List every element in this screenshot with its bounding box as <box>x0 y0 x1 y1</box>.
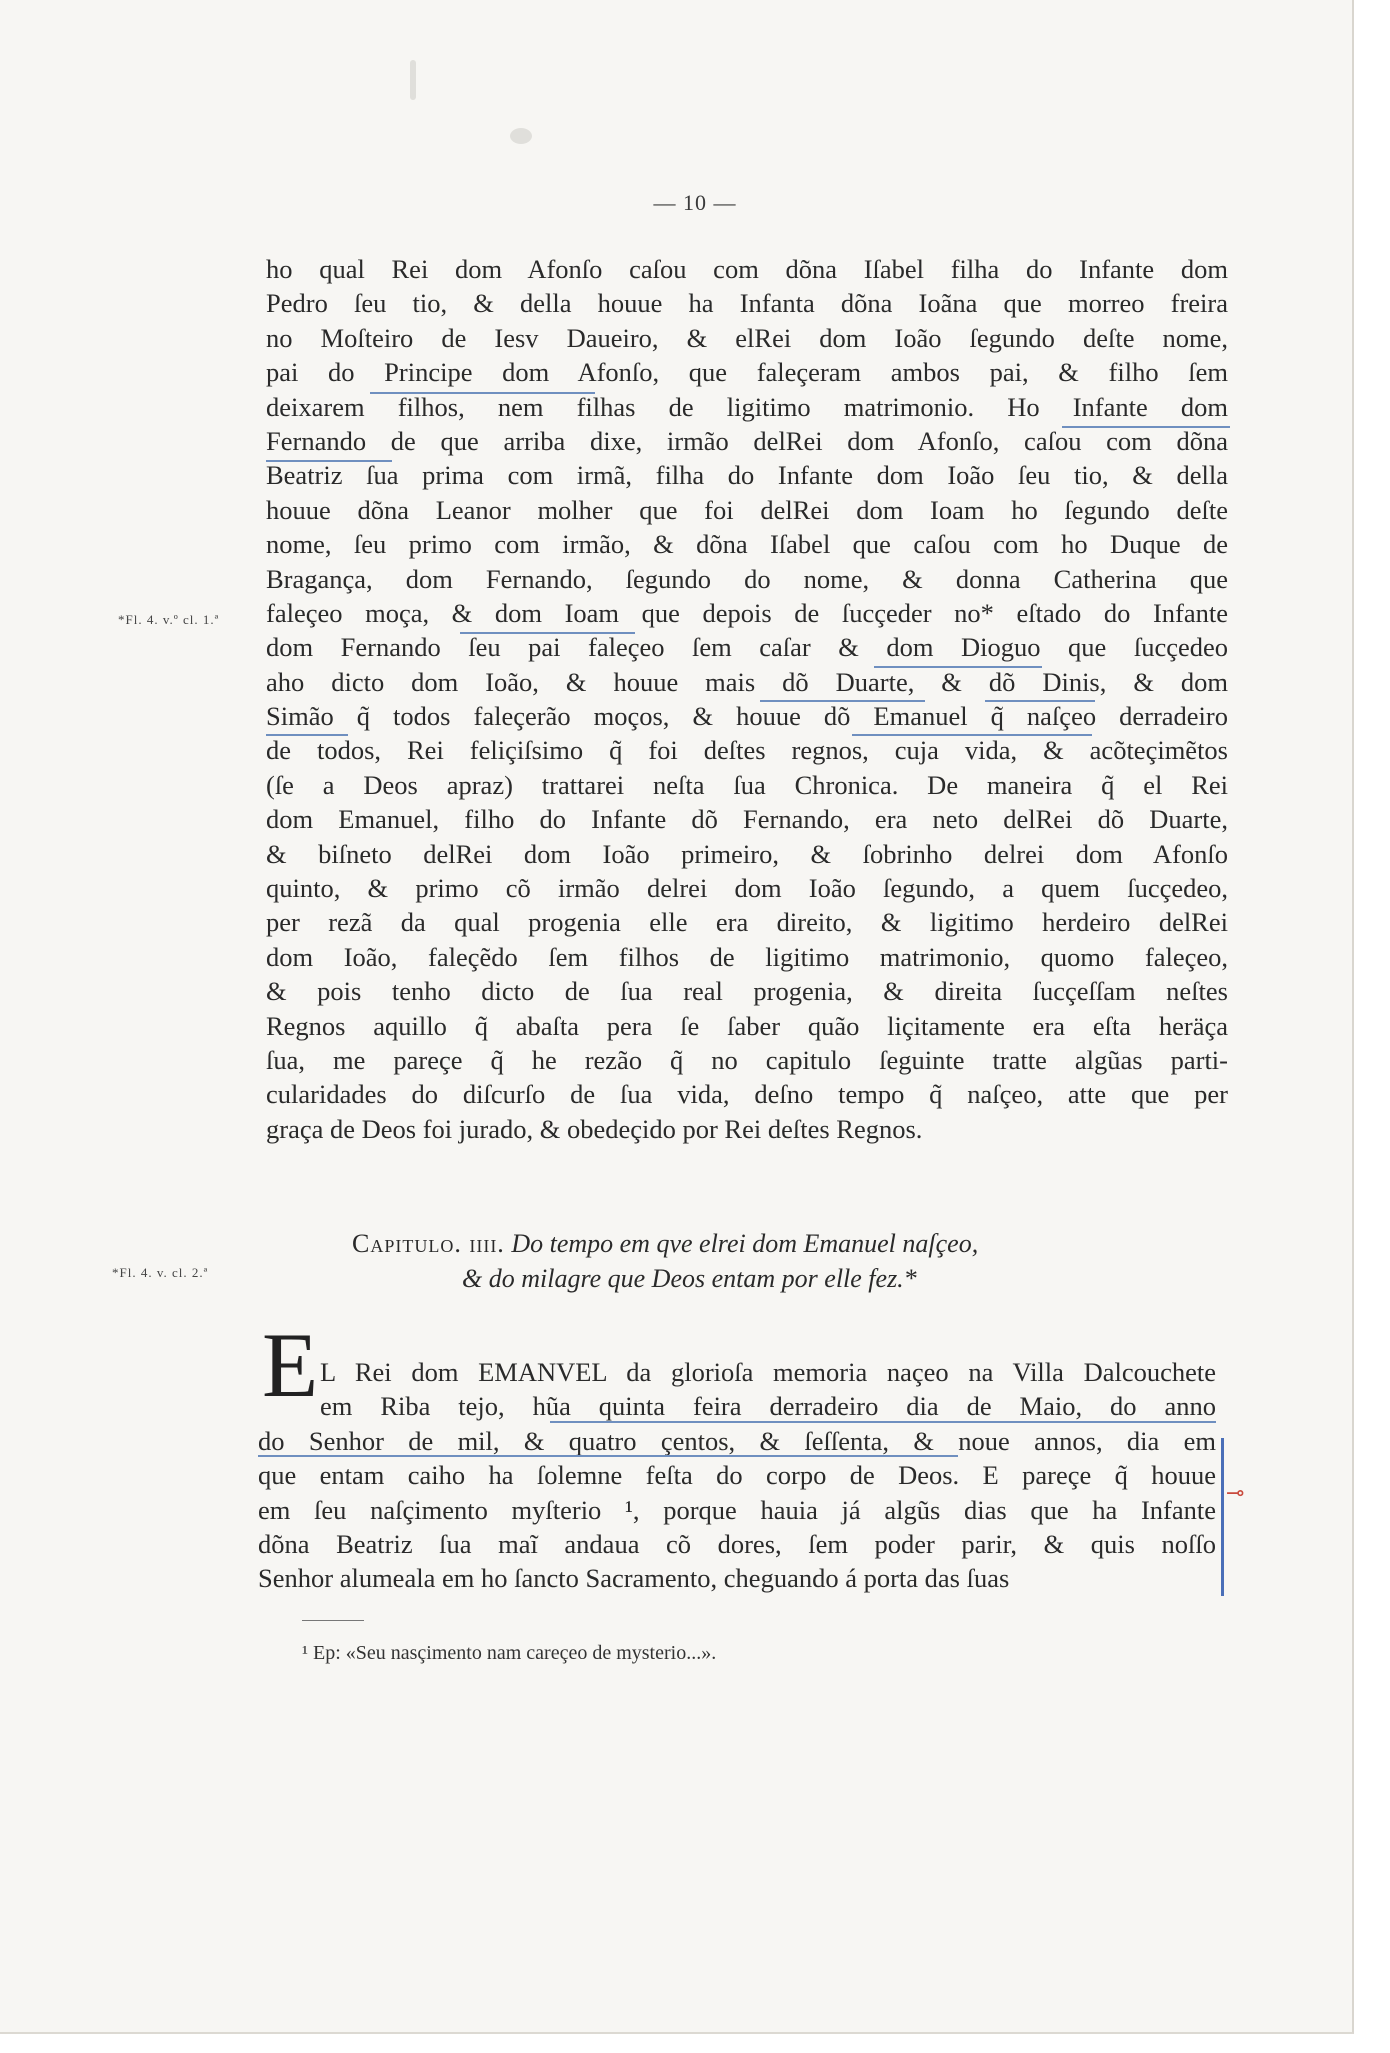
text-line: houue dõna Leanor molher que foi delRei dom Ioam ho ſegundo deſte <box>266 494 1228 525</box>
text-line: do Senhor de mil, & quatro çentos, & ſeſſenta, & noue annos, dia em <box>258 1425 1216 1456</box>
text-line: Beatriz ſua prima com irmã, filha do Infante dom Ioão ſeu tio, & della <box>266 460 1228 491</box>
text-line: dom Ioão, faleçẽdo ſem filhos de ligitimo matrimonio, quomo faleçeo, <box>266 941 1228 972</box>
paper-smudge <box>510 128 532 144</box>
margin-note-folio-2: *Fl. 4. v. cl. 2.ª <box>112 1265 209 1280</box>
text-line: dom Fernando ſeu pai faleçeo ſem caſar & dom Dioguo que ſucçedeo <box>266 632 1228 663</box>
text-line: no Moſteiro de Iesv Daueiro, & elRei dom Ioão ſegundo deſte nome, <box>266 322 1228 353</box>
text-line: em ſeu naſçimento myſterio ¹, porque hauia já algũs dias que ha Infante <box>258 1494 1216 1525</box>
paper-smudge <box>410 60 416 100</box>
text-line: Simão q̃ todos faleçerão moços, & houue dõ Emanuel q̃ naſçeo derradeiro <box>266 701 1228 732</box>
text-line: dõna Beatriz ſua maĩ andaua cõ dores, ſem poder parir, & quis noſſo <box>258 1528 1216 1559</box>
text-line: & pois tenho dicto de ſua real progenia, & direita ſucçeſſam neſtes <box>266 976 1228 1007</box>
text-line: L Rei dom EMANVEL da glorioſa memoria naçeo na Villa Dalcouchete <box>320 1357 1216 1387</box>
text-line: aho dicto dom Ioão, & houue mais dõ Duarte, & dõ Dinis, & dom <box>266 666 1228 697</box>
pencil-underline <box>874 666 1042 668</box>
pencil-underline <box>760 700 925 702</box>
pencil-underline <box>370 392 595 394</box>
footnote: ¹ Ep: «Seu nasçimento nam careçeo de mysterio...». <box>302 1642 717 1664</box>
pencil-underline <box>852 734 1092 736</box>
text-line: ſua, me pareçe q̃ he rezão q̃ no capitulo ſeguinte tratte algũas parti- <box>266 1044 1228 1075</box>
text-line: Pedro ſeu tio, & della houue ha Infanta dõna Ioãna que morreo freira <box>266 288 1228 319</box>
pencil-underline <box>266 460 392 462</box>
text-line: deixarem filhos, nem filhas de ligitimo matrimonio. Ho Infante dom <box>266 391 1228 422</box>
text-line: (ſe a Deos apraz) trattarei neſta ſua Chronica. De maneira q̃ el Rei <box>266 769 1228 800</box>
page-number: — 10 — <box>653 190 737 215</box>
text-line: cularidades do diſcurſo de ſua vida, deſno tempo q̃ naſçeo, atte que per <box>266 1079 1228 1110</box>
chapter-label: Capitulo. iiii. <box>352 1229 505 1258</box>
text-line: per rezã da qual progenia elle era direito, & ligitimo herdeiro delRei <box>266 907 1228 938</box>
drop-cap-initial: E <box>262 1314 319 1416</box>
pencil-underline <box>550 1421 1216 1423</box>
text-line: nome, ſeu primo com irmão, & dõna Iſabel que caſou com ho Duque de <box>266 529 1228 560</box>
pencil-underline <box>266 734 348 736</box>
chapter-title-line-1: Do tempo em qve elrei dom Emanuel naſçeo, <box>511 1229 979 1258</box>
red-margin-mark: ⊸ <box>1226 1480 1245 1505</box>
chapter-heading-line-1 <box>352 1226 1182 1261</box>
text-line: Bragança, dom Fernando, ſegundo do nome, & donna Catherina que <box>266 563 1228 594</box>
text-line: graça de Deos foi jurado, & obedeçido por Rei deſtes Regnos. <box>266 1113 923 1144</box>
text-line: que entam caiho ha ſolemne feſta do corpo de Deos. E pareçe q̃ houue <box>258 1460 1216 1491</box>
text-line: Senhor alumeala em ho ſancto Sacramento, cheguando á porta das ſuas <box>258 1563 1010 1594</box>
text-line: faleçeo moça, & dom Ioam que depois de ſucçeder no* eſtado do Infante <box>266 597 1228 628</box>
text-line: ho qual Rei dom Afonſo caſou com dõna Iſabel filha do Infante dom <box>266 254 1228 284</box>
chapter-heading <box>352 1226 1182 1296</box>
text-line: Fernando de que arriba dixe, irmão delRei dom Afonſo, caſou com dõna <box>266 425 1228 456</box>
chapter-title-line-2: & do milagre que Deos entam por elle fez.* <box>462 1264 917 1293</box>
footnote-rule <box>302 1620 364 1621</box>
text-line: & biſneto delRei dom Ioão primeiro, & ſobrinho delrei dom Afonſo <box>266 838 1228 869</box>
text-line: de todos, Rei feliçiſsimo q̃ foi deſtes regnos, cuja vida, & acõteçimẽtos <box>266 735 1228 766</box>
chapter-heading-line-2 <box>352 1261 1182 1296</box>
text-line: pai do Principe dom Afonſo, que faleçeram ambos pai, & filho ſem <box>266 357 1228 388</box>
pencil-underline <box>258 1455 958 1457</box>
margin-note-folio-1: *Fl. 4. v.º cl. 1.ª <box>118 612 220 627</box>
pencil-underline <box>985 700 1095 702</box>
blue-margin-mark <box>1221 1438 1224 1596</box>
text-line: em Riba tejo, hũa quinta feira derradeiro dia de Maio, do anno <box>320 1391 1216 1422</box>
pencil-underline <box>1062 426 1230 428</box>
paragraph-2 <box>258 1355 1216 1596</box>
text-line: dom Emanuel, filho do Infante dõ Fernando, era neto delRei dõ Duarte, <box>266 804 1228 835</box>
pencil-underline <box>460 632 635 634</box>
text-line: Regnos aquillo q̃ abaſta pera ſe ſaber quão liçitamente era eſta heräça <box>266 1010 1228 1041</box>
text-line: quinto, & primo cõ irmão delrei dom Ioão ſegundo, a quem ſucçedeo, <box>266 873 1228 904</box>
